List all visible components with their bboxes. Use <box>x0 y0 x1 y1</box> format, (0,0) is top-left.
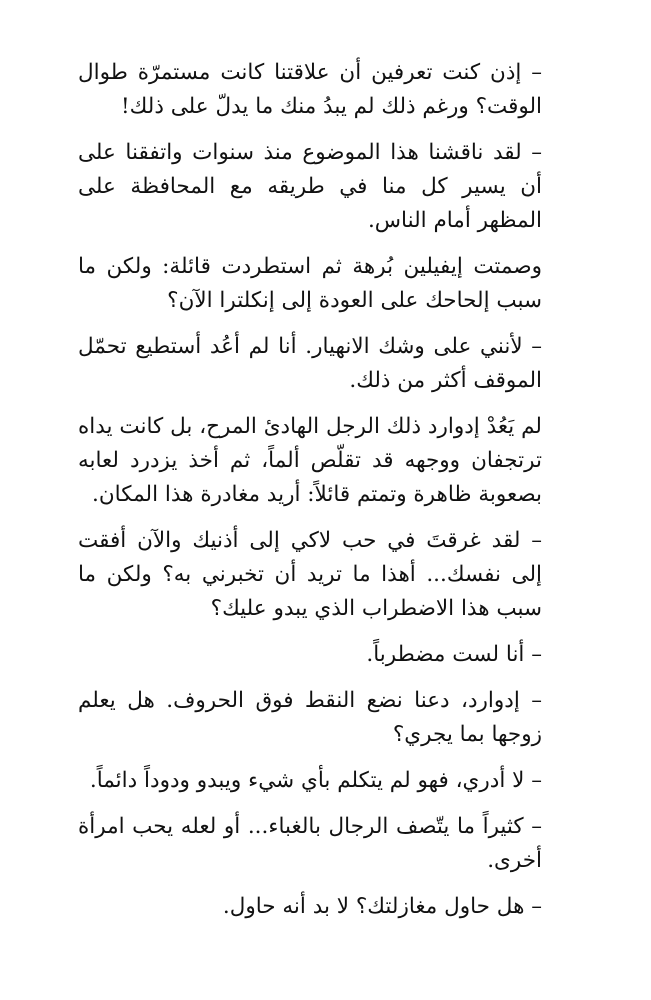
paragraph-4: – لأنني على وشك الانهيار. أنا لم أعُد أستطيع تحمّل الموقف أكثر من ذلك. <box>78 334 542 393</box>
paragraph-3: وصمتت إيفيلين بُرهة ثم استطردت قائلة: ولكن ما سبب إلحاحك على العودة إلى إنكلترا الآن؟ <box>78 254 542 313</box>
paragraph-9: – لا أدري، فهو لم يتكلم بأي شيء ويبدو ودوداً دائماً. <box>89 768 542 793</box>
paragraph-8: – إدوارد، دعنا نضع النقط فوق الحروف. هل يعلم زوجها بما يجري؟ <box>78 688 542 747</box>
paragraph-7: – أنا لست مضطرباً. <box>366 642 542 667</box>
paragraph-6: – لقد غرقتَ في حب لاكي إلى أذنيك والآن أفقت إلى نفسك... أهذا ما تريد أن تخبرني به؟ ولكن ما سبب هذا الاضطراب الذي يبدو عليك؟ <box>78 528 542 621</box>
paragraph-1: – إذن كنت تعرفين أن علاقتنا كانت مستمرّة طوال الوقت؟ ورغم ذلك لم يبدُ منك ما يدلّ على ذلك! <box>78 60 542 119</box>
paragraph-11: – هل حاول مغازلتك؟ لا بد أنه حاول. <box>222 894 542 919</box>
book-page <box>78 56 582 936</box>
paragraph-10: – كثيراً ما يتّصف الرجال بالغباء... أو لعله يحب امرأة أخرى. <box>78 814 542 873</box>
paragraph-2: – لقد ناقشنا هذا الموضوع منذ سنوات واتفقنا على أن يسير كل منا في طريقه مع المحافظة على المظهر أمام الناس. <box>78 140 542 233</box>
paragraph-5: لم يَعُدْ إدوارد ذلك الرجل الهادئ المرح، بل كانت يداه ترتجفان ووجهه قد تقلّص ألماً، ثم أخذ يزدرد لعابه بصعوبة ظاهرة وتمتم قائلاً: أريد مغادرة هذا المكان. <box>78 414 542 507</box>
